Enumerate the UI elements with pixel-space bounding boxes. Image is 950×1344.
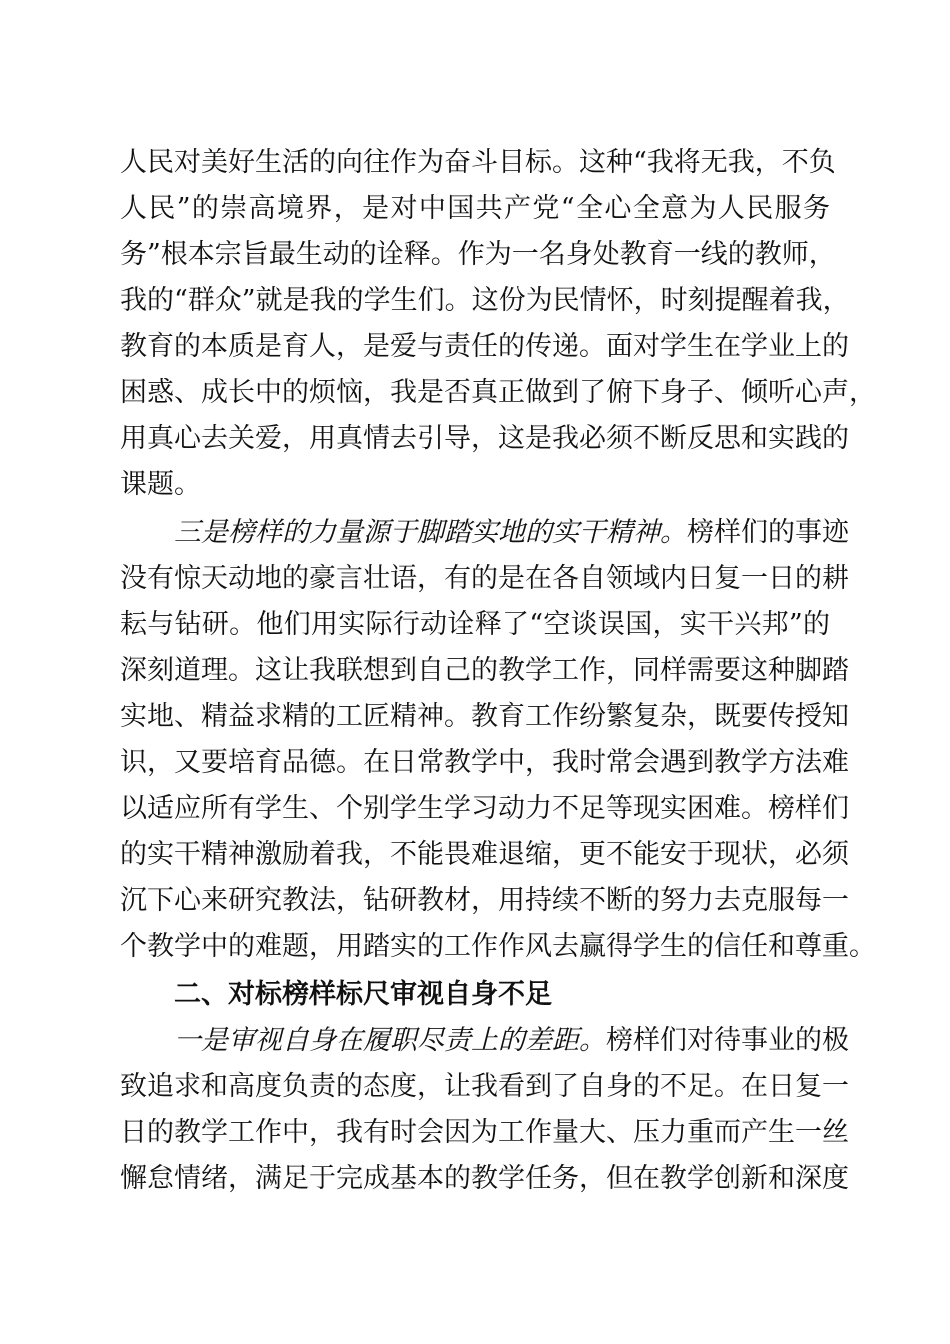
paragraph-line: 耘与钻研。他们用实际行动诠释了“空谈误国，实干兴邦”的	[120, 609, 830, 640]
paragraph-lead-rest: 榜样们对待事业的极	[606, 1025, 849, 1056]
paragraph-line: 我的“群众”就是我的学生们。这份为民情怀，时刻提醒着我，	[120, 285, 850, 316]
paragraph-line: 懈怠情绪，满足于完成基本的教学任务，但在教学创新和深度	[120, 1163, 849, 1194]
paragraph-lead-line	[174, 1018, 849, 1064]
paragraph-line: 人民对美好生活的向往作为奋斗目标。这种“我将无我，不负	[120, 147, 836, 178]
paragraph-line: 日的教学工作中，我有时会因为工作量大、压力重而产生一丝	[120, 1117, 849, 1148]
paragraph-line: 识，又要培育品德。在日常教学中，我时常会遇到教学方法难	[120, 747, 849, 778]
paragraph-lead-emphasis: 一是审视自身在履职尽责上的差距。	[174, 1025, 606, 1056]
paragraph-line: 沉下心来研究教法，钻研教材，用持续不断的努力去克服每一	[120, 885, 849, 916]
paragraph-line: 深刻道理。这让我联想到自己的教学工作，同样需要这种脚踏	[120, 655, 849, 686]
paragraph-line: 用真心去关爱，用真情去引导，这是我必须不断反思和实践的	[120, 423, 849, 454]
paragraph-line: 教育的本质是育人，是爱与责任的传递。面对学生在学业上的	[120, 331, 849, 362]
paragraph-lead-line	[174, 510, 849, 556]
section-heading: 二、对标榜样标尺审视自身不足	[174, 979, 552, 1010]
paragraph-lead-emphasis: 三是榜样的力量源于脚踏实地的实干精神。	[174, 517, 687, 548]
paragraph-line: 困惑、成长中的烦恼，我是否真正做到了俯下身子、倾听心声，	[120, 377, 876, 408]
paragraph-line: 个教学中的难题，用踏实的工作作风去赢得学生的信任和尊重。	[120, 931, 876, 962]
paragraph-lead-rest: 榜样们的事迹	[687, 517, 849, 548]
paragraph-line: 实地、精益求精的工匠精神。教育工作纷繁复杂，既要传授知	[120, 701, 849, 732]
paragraph-line: 的实干精神激励着我，不能畏难退缩，更不能安于现状，必须	[120, 839, 849, 870]
paragraph-line: 务”根本宗旨最生动的诠释。作为一名身处教育一线的教师，	[120, 239, 836, 270]
paragraph-line: 致追求和高度负责的态度，让我看到了自身的不足。在日复一	[120, 1071, 849, 1102]
paragraph-line: 没有惊天动地的豪言壮语，有的是在各自领域内日复一日的耕	[120, 563, 849, 594]
paragraph-line: 人民”的崇高境界，是对中国共产党“全心全意为人民服务	[120, 193, 830, 224]
paragraph-line: 以适应所有学生、个别学生学习动力不足等现实困难。榜样们	[120, 793, 849, 824]
paragraph-line: 课题。	[120, 469, 201, 500]
